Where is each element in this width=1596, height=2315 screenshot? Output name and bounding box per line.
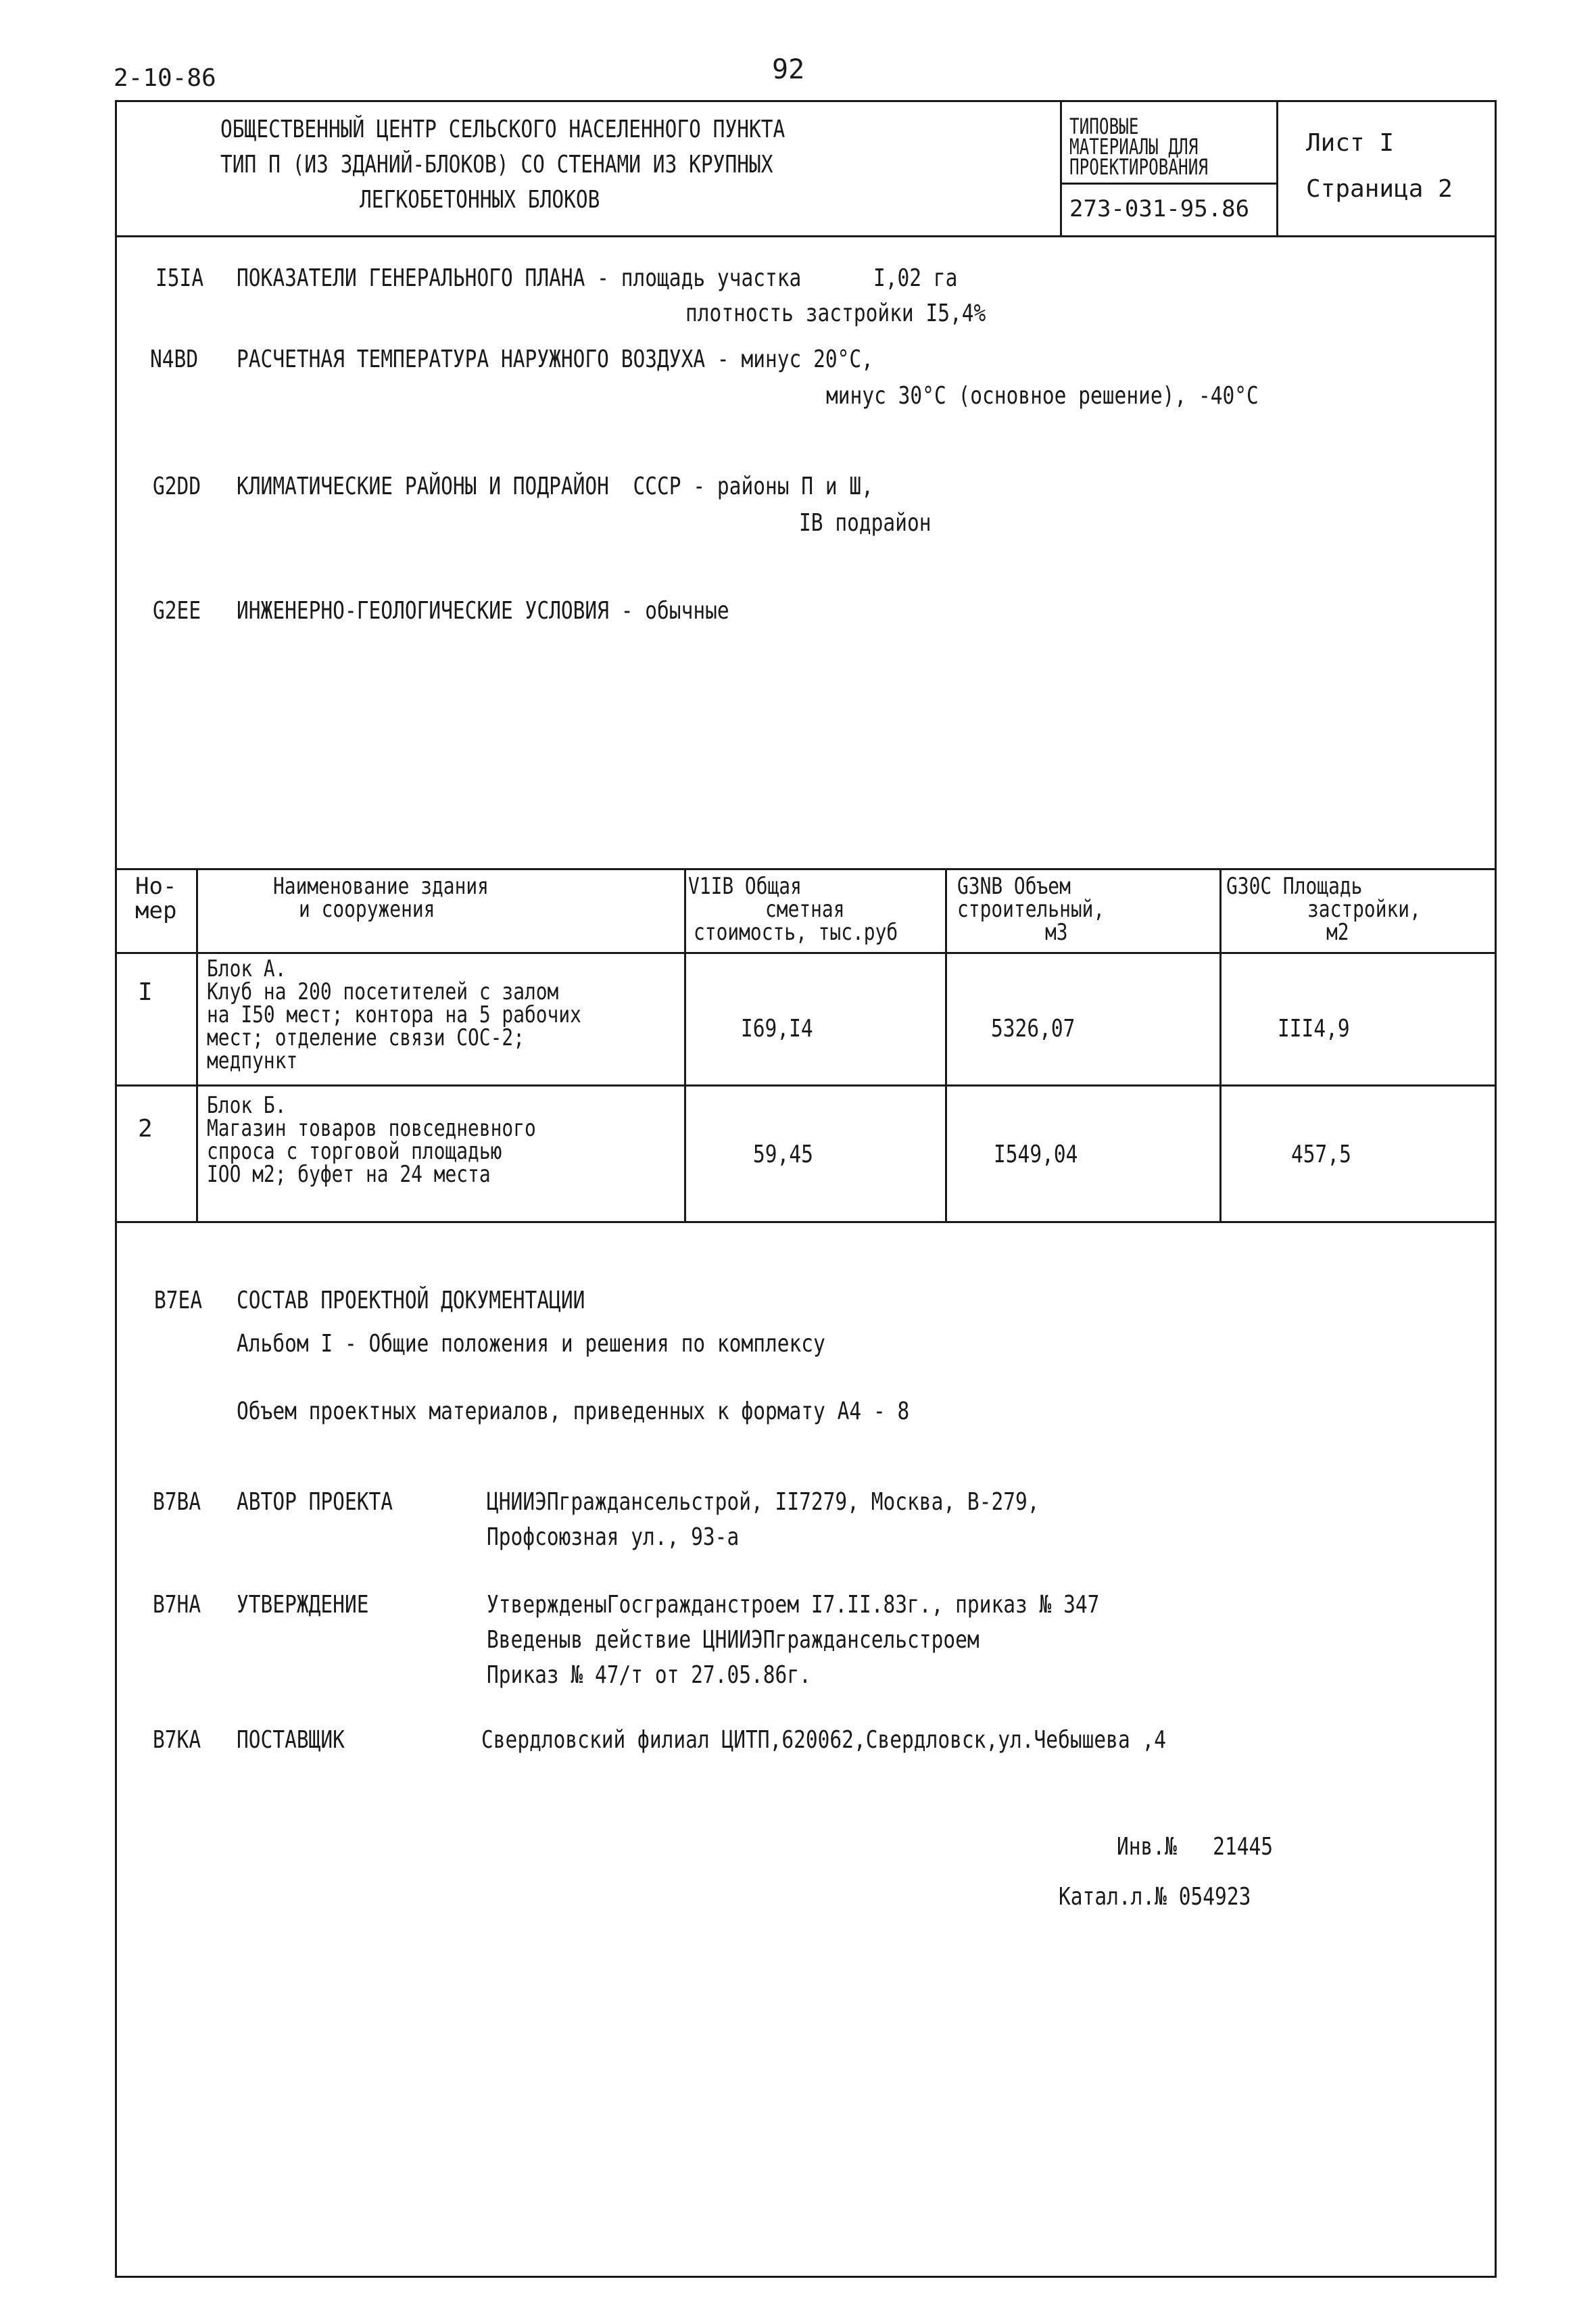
series-line-1: ТИПОВЫЕ (1069, 114, 1139, 139)
row-volume: 5326,07 (991, 1015, 1075, 1043)
header-num-line-2: мер (135, 897, 177, 924)
sheet-label: Лист I (1306, 129, 1395, 157)
row-name-line: мест; отделение связи СОС-2; (207, 1024, 525, 1051)
title-line-1: ОБЩЕСТВЕННЫЙ ЦЕНТР СЕЛЬСКОГО НАСЕЛЕННОГО ПУНКТА (220, 116, 785, 143)
header-area-line-2: застройки, (1307, 896, 1421, 923)
approval-line-3: Приказ № 47/т от 27.05.86г. (487, 1661, 811, 1689)
header-volume-line-3: м3 (1045, 919, 1068, 946)
indicator-code: G2DD (153, 473, 201, 500)
series-line-2: МАТЕРИАЛЫ ДЛЯ (1069, 134, 1199, 160)
series-line-3: ПРОЕКТИРОВАНИЯ (1069, 154, 1208, 180)
table-col-divider (945, 868, 947, 1221)
row-name-line: Блок Б. (207, 1092, 287, 1119)
row-area: 457,5 (1291, 1141, 1351, 1168)
page-number: 92 (772, 54, 805, 85)
supplier-code: B7KA (153, 1726, 201, 1754)
table-col-divider (1219, 868, 1222, 1221)
indicator-code: N4BD (150, 345, 199, 373)
title-line-3: ЛЕГКОБЕТОННЫХ БЛОКОВ (360, 186, 600, 214)
indicator-code: I5IA (155, 264, 204, 292)
row-name-line: Блок А. (207, 955, 287, 982)
date-code: 2-10-86 (114, 64, 216, 92)
row-name-line: Клуб на 200 посетителей с залом (207, 978, 559, 1005)
author-label: АВТОР ПРОЕКТА (237, 1488, 393, 1516)
indicator-temperature-extra: минус 30°С (основное решение), -40°С (826, 382, 1259, 410)
row-name-line: Магазин товаров повседневного (207, 1115, 536, 1142)
indicator-density: плотность застройки I5,4% (685, 300, 986, 327)
row-volume: I549,04 (994, 1141, 1078, 1168)
header-area-line-1: G30C Площадь (1226, 873, 1363, 900)
catalog-number: Катал.л.№ 054923 (1059, 1883, 1251, 1911)
header-name-line-2: и сооружения (299, 896, 435, 923)
approval-code: B7HA (153, 1591, 201, 1619)
author-line-1: ЦНИИЭПграждансельстрой, II7279, Москва, В-279, (487, 1488, 1040, 1516)
author-code: B7BA (153, 1488, 201, 1516)
series-code: 273-031-95.86 (1069, 195, 1250, 222)
header-cost-line-2: сметная (765, 896, 845, 923)
row-num: I (138, 978, 153, 1006)
table-header-rule (115, 952, 1497, 954)
inventory-number: Инв.№ 21445 (1117, 1833, 1274, 1861)
approval-label: УТВЕРЖДЕНИЕ (237, 1591, 369, 1619)
title-block-bottom-rule (115, 235, 1497, 237)
row-cost: I69,I4 (741, 1015, 813, 1043)
header-cost-line-1: V1IB Общая (688, 873, 802, 900)
author-line-2: Профсоюзная ул., 93-а (487, 1523, 740, 1551)
row-cost: 59,45 (753, 1141, 813, 1168)
supplier-address: Свердловский филиал ЦИТП,620062,Свердловск,ул.Чебышева ,4 (481, 1726, 1167, 1754)
row-num: 2 (138, 1115, 153, 1143)
frame-bottom-border (115, 2276, 1497, 2278)
indicator-geology: ИНЖЕНЕРНО-ГЕОЛОГИЧЕСКИЕ УСЛОВИЯ - обычные (237, 597, 729, 625)
table-col-divider (684, 868, 686, 1221)
frame-right-border (1495, 100, 1497, 2278)
table-bottom-rule (115, 1221, 1497, 1223)
indicator-climate: КЛИМАТИЧЕСКИЕ РАЙОНЫ И ПОДРАЙОН СССР - районы П и Ш, (237, 473, 873, 500)
frame-left-border (115, 100, 117, 2278)
supplier-label: ПОСТАВЩИК (237, 1726, 345, 1754)
documentation-album: Альбом I - Общие положения и решения по комплексу (237, 1330, 825, 1358)
title-line-2: ТИП П (ИЗ ЗДАНИЙ-БЛОКОВ) СО СТЕНАМИ ИЗ КРУПНЫХ (220, 151, 773, 178)
approval-line-2: Введеныв действие ЦНИИЭПграждансельстроем (487, 1626, 980, 1654)
header-area-line-3: м2 (1326, 919, 1349, 946)
indicator-subregion: IВ подрайон (799, 509, 932, 537)
row-area: III4,9 (1278, 1015, 1350, 1043)
title-divider-2 (1276, 100, 1278, 235)
header-cost-line-3: стоимость, тыс.руб (694, 919, 898, 946)
documentation-volume: Объем проектных материалов, приведенных к формату А4 - 8 (237, 1398, 910, 1425)
table-col-divider (196, 868, 198, 1221)
series-code-rule (1061, 183, 1276, 185)
documentation-code: B7EA (154, 1287, 203, 1314)
indicator-general-plan: ПОКАЗАТЕЛИ ГЕНЕРАЛЬНОГО ПЛАНА - площадь участка I,02 га (237, 264, 958, 292)
header-num-line-1: Но- (135, 873, 177, 900)
row-name-line: IОО м2; буфет на 24 места (207, 1161, 491, 1188)
indicator-code: G2EE (153, 597, 201, 625)
row-name-line: на I50 мест; контора на 5 рабочих (207, 1001, 581, 1028)
frame-top-border (115, 100, 1497, 102)
header-volume-line-2: строительный, (957, 896, 1105, 923)
table-top-rule (115, 868, 1497, 870)
header-name-line-1: Наименование здания (273, 873, 489, 900)
documentation-title: СОСТАВ ПРОЕКТНОЙ ДОКУМЕНТАЦИИ (237, 1287, 585, 1314)
approval-line-1: УтвержденыГосгражданстроем I7.II.83г., приказ № 347 (487, 1591, 1100, 1619)
table-row-rule (115, 1084, 1497, 1087)
page-label: Страница 2 (1306, 175, 1453, 203)
header-volume-line-1: G3NB Объем (957, 873, 1071, 900)
row-name-line: медпункт (207, 1047, 298, 1074)
row-name-line: спроса с торговой площадью (207, 1138, 502, 1165)
indicator-temperature: РАСЧЕТНАЯ ТЕМПЕРАТУРА НАРУЖНОГО ВОЗДУХА - минус 20°С, (237, 345, 873, 373)
title-divider-1 (1060, 100, 1062, 235)
